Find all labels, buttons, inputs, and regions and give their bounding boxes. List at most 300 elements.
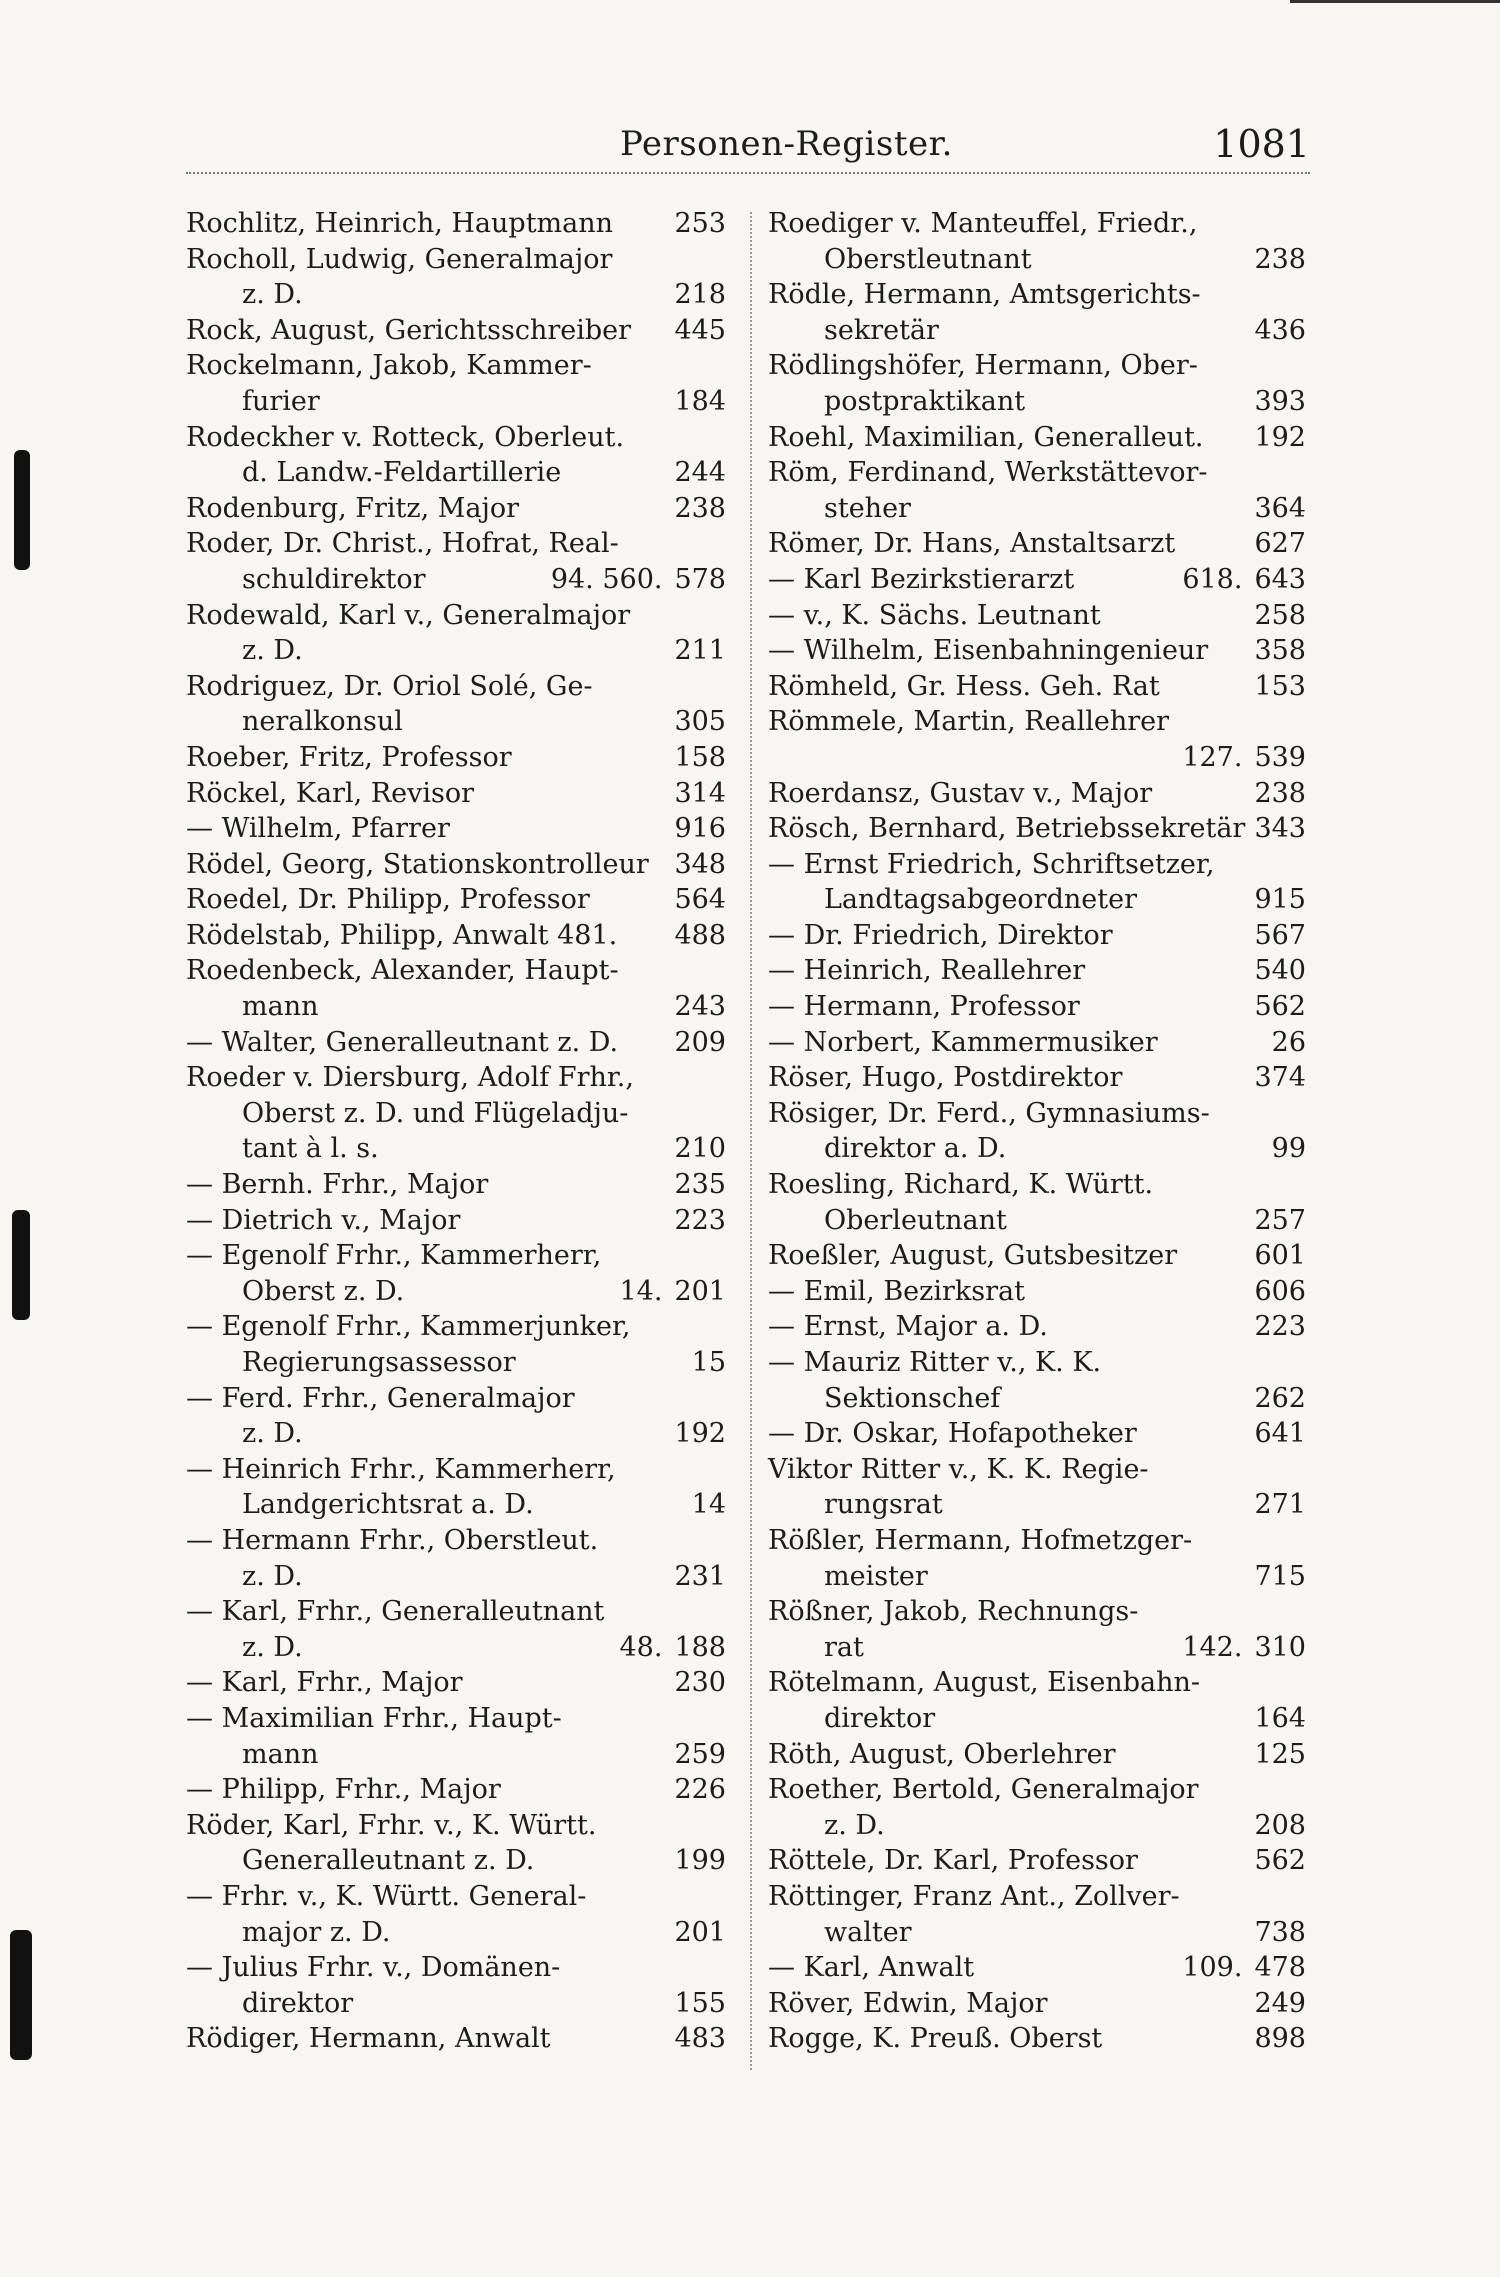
- entry-line: [186, 455, 730, 491]
- entry-name: Roehl, Maximilian, Generalleut.: [768, 421, 1204, 453]
- entry-page-number: 184: [674, 385, 726, 417]
- register-entry: [768, 1665, 1310, 1736]
- entry-page-ref: [1254, 313, 1306, 349]
- register-entry: [186, 740, 730, 776]
- entry-line: [186, 1452, 730, 1488]
- entry-page-ref: [1254, 1915, 1306, 1951]
- entry-name: — Philipp, Frhr., Major: [186, 1774, 501, 1806]
- entry-continuation: z. D.: [242, 1560, 303, 1592]
- entry-continuation: rungsrat: [824, 1489, 943, 1521]
- register-entry: [186, 1238, 730, 1309]
- entry-page-ref: [1254, 1381, 1306, 1417]
- entry-line: [768, 1737, 1310, 1773]
- entry-page-ref: [674, 277, 726, 313]
- entry-page-number: 201: [674, 1916, 726, 1948]
- register-entry: [186, 1950, 730, 2021]
- entry-page-ref: [1182, 562, 1306, 598]
- entry-line: [186, 1950, 730, 1986]
- register-entry: [768, 918, 1310, 954]
- entry-page-ref: [1254, 1808, 1306, 1844]
- entry-name: — Walter, Generalleutnant z. D.: [186, 1026, 619, 1058]
- entry-name: Rockelmann, Jakob, Kammer-: [186, 350, 592, 382]
- register-entry: [186, 1665, 730, 1701]
- entry-page-number: 201: [674, 1275, 726, 1307]
- entry-name: Viktor Ritter v., K. K. Regie-: [768, 1453, 1149, 1485]
- entry-line: [768, 1131, 1310, 1167]
- entry-name: — Dr. Friedrich, Direktor: [768, 919, 1113, 951]
- entry-name: Röm, Ferdinand, Werkstättevor-: [768, 457, 1208, 489]
- entry-line: [186, 1843, 730, 1879]
- entry-page-number: 539: [1254, 741, 1306, 773]
- entry-line: [768, 1772, 1310, 1808]
- entry-page-number: 562: [1254, 1845, 1306, 1877]
- entry-page-ref: [674, 633, 726, 669]
- register-entry: [768, 1060, 1310, 1096]
- entry-line: [768, 1808, 1310, 1844]
- entry-page-ref: [1254, 811, 1306, 847]
- entry-continuation: Oberst z. D.: [242, 1275, 405, 1307]
- register-entry: [768, 1594, 1310, 1665]
- entry-name: Roeßler, August, Gutsbesitzer: [768, 1240, 1178, 1272]
- entry-page-ref: [1254, 526, 1306, 562]
- entry-page-number: 364: [1254, 492, 1306, 524]
- entry-page-number: 188: [674, 1631, 726, 1663]
- entry-page-ref: [1254, 633, 1306, 669]
- entry-name: Röser, Hugo, Postdirektor: [768, 1062, 1123, 1094]
- entry-line: [768, 1487, 1310, 1523]
- register-entry: [768, 1772, 1310, 1843]
- left-column: [186, 206, 730, 2086]
- entry-page-number: 249: [1254, 1987, 1306, 2019]
- register-entry: [186, 953, 730, 1024]
- entry-page-number: 218: [674, 279, 726, 311]
- entry-page-number: 210: [674, 1133, 726, 1165]
- entry-name: Rochlitz, Heinrich, Hauptmann: [186, 208, 614, 239]
- entry-page-ref: [1254, 1203, 1306, 1239]
- entry-page-number: 567: [1254, 919, 1306, 951]
- entry-page-ref: [674, 1203, 726, 1239]
- binding-mark-middle: [12, 1210, 30, 1320]
- register-entry: [768, 1986, 1310, 2022]
- entry-line: [186, 1737, 730, 1773]
- register-entry: [186, 811, 730, 847]
- entry-line: [768, 1523, 1310, 1559]
- entry-page-number: 259: [674, 1738, 726, 1770]
- entry-page-number: 257: [1254, 1204, 1306, 1236]
- entry-line: [186, 1808, 730, 1844]
- entry-page-ref: [1254, 1060, 1306, 1096]
- entry-continuation: z. D.: [242, 635, 303, 667]
- entry-page-ref: [692, 1345, 726, 1381]
- entry-line: [186, 384, 730, 420]
- entry-line: [768, 526, 1310, 562]
- entry-page-number: 243: [674, 991, 726, 1023]
- entry-name: — Ferd. Frhr., Generalmajor: [186, 1382, 575, 1414]
- entry-continuation: neralkonsul: [242, 706, 403, 738]
- entry-page-ref: [674, 1915, 726, 1951]
- entry-name: Röder, Karl, Frhr. v., K. Württ.: [186, 1809, 597, 1841]
- entry-line: [768, 1452, 1310, 1488]
- entry-continuation: mann: [242, 1738, 319, 1770]
- register-entry: [768, 669, 1310, 705]
- entry-line: [768, 1381, 1310, 1417]
- entry-line: [768, 491, 1310, 527]
- register-entry: [186, 491, 730, 527]
- entry-page-ref: [1254, 1701, 1306, 1737]
- entry-extra-pages: 142.: [1182, 1631, 1243, 1663]
- entry-line: [768, 1345, 1310, 1381]
- entry-name: Roerdansz, Gustav v., Major: [768, 777, 1153, 809]
- register-entry: [186, 882, 730, 918]
- entry-page-number: 445: [674, 314, 726, 346]
- entry-line: [768, 1630, 1310, 1666]
- entry-name: Röver, Edwin, Major: [768, 1987, 1048, 2019]
- entry-line: [186, 1986, 730, 2022]
- entry-name: Rödlingshöfer, Hermann, Ober-: [768, 350, 1198, 382]
- entry-line: [768, 776, 1310, 812]
- register-entry: [768, 811, 1310, 847]
- entry-line: [186, 1131, 730, 1167]
- entry-continuation: z. D.: [242, 1631, 303, 1663]
- entry-page-ref: [674, 1772, 726, 1808]
- entry-page-number: 898: [1254, 2023, 1306, 2055]
- entry-name: — Emil, Bezirksrat: [768, 1275, 1025, 1307]
- register-entry: [186, 242, 730, 313]
- entry-page-number: 125: [1254, 1738, 1306, 1770]
- register-entry: [768, 1523, 1310, 1594]
- entry-line: [186, 420, 730, 456]
- register-entry: [768, 2021, 1310, 2057]
- entry-page-number: 310: [1254, 1631, 1306, 1663]
- entry-page-number: 916: [674, 813, 726, 845]
- entry-page-number: 305: [674, 706, 726, 738]
- register-entry: [186, 1167, 730, 1203]
- entry-line: [186, 704, 730, 740]
- page-number: 1081: [1213, 122, 1310, 166]
- entry-line: [768, 1203, 1310, 1239]
- entry-page-ref: [1254, 384, 1306, 420]
- entry-page-ref: [1272, 1131, 1306, 1167]
- register-entry: [186, 206, 730, 242]
- entry-page-ref: [674, 1167, 726, 1203]
- entry-name: — v., K. Sächs. Leutnant: [768, 599, 1101, 631]
- entry-page-number: 192: [674, 1418, 726, 1450]
- entry-page-number: 343: [1254, 813, 1306, 845]
- entry-line: [768, 348, 1310, 384]
- entry-page-ref: [674, 918, 726, 954]
- entry-page-ref: [674, 384, 726, 420]
- entry-continuation: rat: [824, 1631, 864, 1663]
- entry-page-number: 226: [674, 1774, 726, 1806]
- entry-page-ref: [1254, 1986, 1306, 2022]
- entry-line: [186, 206, 730, 242]
- entry-page-ref: [674, 989, 726, 1025]
- entry-line: [186, 491, 730, 527]
- register-entry: [186, 1772, 730, 1808]
- entry-page-ref: [692, 1487, 726, 1523]
- entry-line: [186, 847, 730, 883]
- entry-line: [768, 1416, 1310, 1452]
- entry-line: [186, 1772, 730, 1808]
- entry-page-ref: [1254, 1309, 1306, 1345]
- entry-line: [186, 598, 730, 634]
- binding-mark-top: [14, 450, 30, 570]
- entry-name: — Julius Frhr. v., Domänen-: [186, 1952, 561, 1984]
- entry-page-number: 15: [691, 1347, 726, 1378]
- entry-continuation: Oberstleutnant: [824, 243, 1032, 275]
- entry-page-ref: [674, 455, 726, 491]
- register-entry: [186, 1594, 730, 1665]
- entry-line: [768, 562, 1310, 598]
- entry-line: [186, 633, 730, 669]
- entry-line: [186, 1167, 730, 1203]
- entry-name: — Norbert, Kammermusiker: [768, 1026, 1158, 1058]
- register-entry: [768, 953, 1310, 989]
- entry-continuation: major z. D.: [242, 1916, 391, 1948]
- entry-line: [768, 242, 1310, 278]
- entry-name: Roether, Bertold, Generalmajor: [768, 1774, 1199, 1806]
- register-entry: [186, 348, 730, 419]
- entry-line: [768, 455, 1310, 491]
- entry-page-ref: [674, 2021, 726, 2057]
- register-entry: [186, 1808, 730, 1879]
- entry-line: [768, 989, 1310, 1025]
- entry-continuation: Regierungsassessor: [242, 1347, 516, 1378]
- register-entry: [768, 1167, 1310, 1238]
- entry-page-number: 208: [1254, 1809, 1306, 1841]
- entry-continuation: direktor a. D.: [824, 1133, 1007, 1165]
- entry-page-ref: [620, 1274, 727, 1310]
- register-entry: [186, 669, 730, 740]
- register-entry: [186, 847, 730, 883]
- entry-name: — Karl, Frhr., Major: [186, 1667, 463, 1699]
- register-entry: [768, 1452, 1310, 1523]
- entry-page-number: 199: [674, 1845, 726, 1877]
- entry-page-ref: [1254, 1274, 1306, 1310]
- entry-line: [186, 1203, 730, 1239]
- entry-line: [768, 1986, 1310, 2022]
- entry-page-number: 262: [1254, 1382, 1306, 1414]
- entry-line: [768, 740, 1310, 776]
- entry-page-ref: [1254, 2021, 1306, 2057]
- entry-name: Rodenburg, Fritz, Major: [186, 492, 520, 524]
- entry-line: [186, 882, 730, 918]
- entry-page-ref: [674, 1559, 726, 1595]
- entry-page-number: 244: [674, 457, 726, 489]
- entry-continuation: Landtagsabgeordneter: [824, 884, 1137, 916]
- entry-line: [186, 953, 730, 989]
- entry-page-ref: [1254, 776, 1306, 812]
- register-entry: [768, 455, 1310, 526]
- entry-line: [186, 776, 730, 812]
- entry-page-ref: [1182, 740, 1306, 776]
- entry-name: Roedel, Dr. Philipp, Professor: [186, 884, 590, 916]
- entry-continuation: z. D.: [824, 1809, 885, 1841]
- entry-page-ref: [1254, 420, 1306, 456]
- entry-line: [186, 1381, 730, 1417]
- entry-page-number: 26: [1271, 1026, 1306, 1058]
- entry-name: Rösch, Bernhard, Betriebssekretär: [768, 813, 1246, 845]
- entry-continuation: sekretär: [824, 314, 939, 346]
- register-entry: [186, 313, 730, 349]
- entry-line: [186, 277, 730, 313]
- entry-page-ref: [1254, 242, 1306, 278]
- entry-continuation: Oberleutnant: [824, 1204, 1007, 1236]
- entry-page-ref: [1254, 953, 1306, 989]
- entry-continuation: direktor: [242, 1987, 354, 2019]
- entry-page-number: 14: [691, 1489, 726, 1521]
- entry-page-number: 235: [674, 1169, 726, 1201]
- entry-name: Rödiger, Hermann, Anwalt: [186, 2023, 551, 2055]
- entry-line: [768, 598, 1310, 634]
- entry-continuation: z. D.: [242, 1418, 303, 1450]
- register-entry: [186, 918, 730, 954]
- entry-page-number: 643: [1254, 563, 1306, 595]
- entry-page-number: 641: [1254, 1418, 1306, 1450]
- entry-page-ref: [1254, 989, 1306, 1025]
- entry-line: [186, 1630, 730, 1666]
- entry-line: [186, 740, 730, 776]
- register-entry: [186, 1452, 730, 1523]
- register-entry: [768, 1238, 1310, 1274]
- entry-continuation: mann: [242, 991, 319, 1023]
- entry-page-ref: [1254, 669, 1306, 705]
- entry-name: Rodriguez, Dr. Oriol Solé, Ge-: [186, 670, 593, 702]
- entry-continuation: direktor: [824, 1702, 936, 1734]
- entry-page-ref: [1254, 918, 1306, 954]
- register-entry: [768, 598, 1310, 634]
- register-entry: [768, 1096, 1310, 1167]
- entry-page-ref: [1254, 1737, 1306, 1773]
- entry-continuation: Oberst z. D. und Flügeladju-: [242, 1097, 629, 1129]
- register-entry: [186, 776, 730, 812]
- entry-page-number: 483: [674, 2023, 726, 2055]
- entry-page-ref: [1254, 1843, 1306, 1879]
- entry-continuation: steher: [824, 492, 911, 524]
- entry-page-number: 478: [1254, 1952, 1306, 1984]
- entry-name: — Karl, Anwalt: [768, 1952, 975, 1984]
- entry-extra-pages: 618.: [1182, 563, 1243, 595]
- entry-page-number: 238: [1254, 777, 1306, 809]
- entry-line: [768, 1238, 1310, 1274]
- entry-name: — Egenolf Frhr., Kammerjunker,: [186, 1311, 631, 1343]
- entry-page-ref: [674, 704, 726, 740]
- entry-continuation: postpraktikant: [824, 385, 1026, 417]
- entry-name: Rocholl, Ludwig, Generalmajor: [186, 243, 613, 275]
- entry-continuation: Landgerichtsrat a. D.: [242, 1489, 534, 1521]
- entry-page-number: 601: [1254, 1240, 1306, 1272]
- entry-name: — Maximilian Frhr., Haupt-: [186, 1702, 562, 1734]
- register-entry: [768, 526, 1310, 562]
- entry-line: [186, 1523, 730, 1559]
- entry-line: [768, 1594, 1310, 1630]
- register-entry: [186, 2021, 730, 2057]
- entry-line: [186, 1025, 730, 1061]
- entry-name: Rödle, Hermann, Amtsgerichts-: [768, 279, 1201, 311]
- entry-continuation: meister: [824, 1560, 928, 1592]
- entry-line: [768, 1665, 1310, 1701]
- entry-line: [768, 1915, 1310, 1951]
- entry-line: [186, 1274, 730, 1310]
- entry-continuation: Sektionschef: [824, 1382, 1001, 1414]
- entry-line: [768, 1879, 1310, 1915]
- entry-page-ref: [674, 1131, 726, 1167]
- page-header: [180, 118, 1310, 178]
- entry-page-ref: [674, 740, 726, 776]
- register-entry: [768, 1416, 1310, 1452]
- entry-name: — Dr. Oskar, Hofapotheker: [768, 1418, 1137, 1450]
- entry-page-ref: [620, 1630, 727, 1666]
- entry-page-ref: [1254, 1238, 1306, 1274]
- register-entry: [768, 1950, 1310, 1986]
- entry-line: [768, 313, 1310, 349]
- register-entry: [768, 1879, 1310, 1950]
- entry-name: — Hermann, Professor: [768, 991, 1080, 1023]
- register-entry: [768, 1843, 1310, 1879]
- entry-line: [768, 1025, 1310, 1061]
- entry-continuation: tant à l. s.: [242, 1133, 379, 1165]
- entry-line: [186, 1060, 730, 1096]
- entry-page-number: 223: [674, 1204, 726, 1236]
- entry-page-ref: [674, 1843, 726, 1879]
- entry-page-ref: [674, 1737, 726, 1773]
- register-entry: [768, 1025, 1310, 1061]
- entry-name: Roedenbeck, Alexander, Haupt-: [186, 955, 619, 987]
- entry-line: [186, 1915, 730, 1951]
- entry-line: [768, 847, 1310, 883]
- entry-name: — Egenolf Frhr., Kammerherr,: [186, 1240, 602, 1272]
- register-entry: [768, 206, 1310, 277]
- entry-line: [186, 1238, 730, 1274]
- register-entry: [768, 1309, 1310, 1345]
- entry-line: [768, 420, 1310, 456]
- entry-line: [768, 1274, 1310, 1310]
- entry-name: Römmele, Martin, Reallehrer: [768, 706, 1170, 738]
- entry-name: Rößner, Jakob, Rechnungs-: [768, 1596, 1139, 1628]
- entry-name: Rock, August, Gerichtsschreiber: [186, 314, 632, 346]
- entry-line: [186, 669, 730, 705]
- column-divider: [750, 212, 752, 2070]
- entry-page-ref: [1254, 598, 1306, 634]
- register-entry: [768, 633, 1310, 669]
- register-entry: [186, 1203, 730, 1239]
- entry-line: [768, 811, 1310, 847]
- register-entry: [768, 776, 1310, 812]
- register-entry: [186, 1381, 730, 1452]
- entry-page-number: 738: [1254, 1916, 1306, 1948]
- entry-line: [768, 882, 1310, 918]
- entry-line: [768, 1559, 1310, 1595]
- entry-page-ref: [1254, 1559, 1306, 1595]
- entry-name: — Karl Bezirkstierarzt: [768, 563, 1075, 595]
- entry-name: — Ernst, Major a. D.: [768, 1311, 1048, 1343]
- register-entry: [186, 1309, 730, 1380]
- entry-extra-pages: 127.: [1182, 741, 1243, 773]
- entry-line: [768, 633, 1310, 669]
- entry-page-number: 231: [674, 1560, 726, 1592]
- entry-name: — Wilhelm, Eisenbahningenieur: [768, 635, 1209, 667]
- entry-page-number: 209: [674, 1026, 726, 1058]
- entry-line: [768, 1950, 1310, 1986]
- entry-page-number: 348: [674, 848, 726, 880]
- entry-continuation: furier: [242, 385, 320, 417]
- entry-page-number: 238: [674, 492, 726, 524]
- entry-name: — Hermann Frhr., Oberstleut.: [186, 1524, 599, 1556]
- entry-name: Röttele, Dr. Karl, Professor: [768, 1845, 1138, 1877]
- entry-page-number: 164: [1254, 1702, 1306, 1734]
- entry-continuation: Generalleutnant z. D.: [242, 1845, 535, 1877]
- register-entry: [768, 1274, 1310, 1310]
